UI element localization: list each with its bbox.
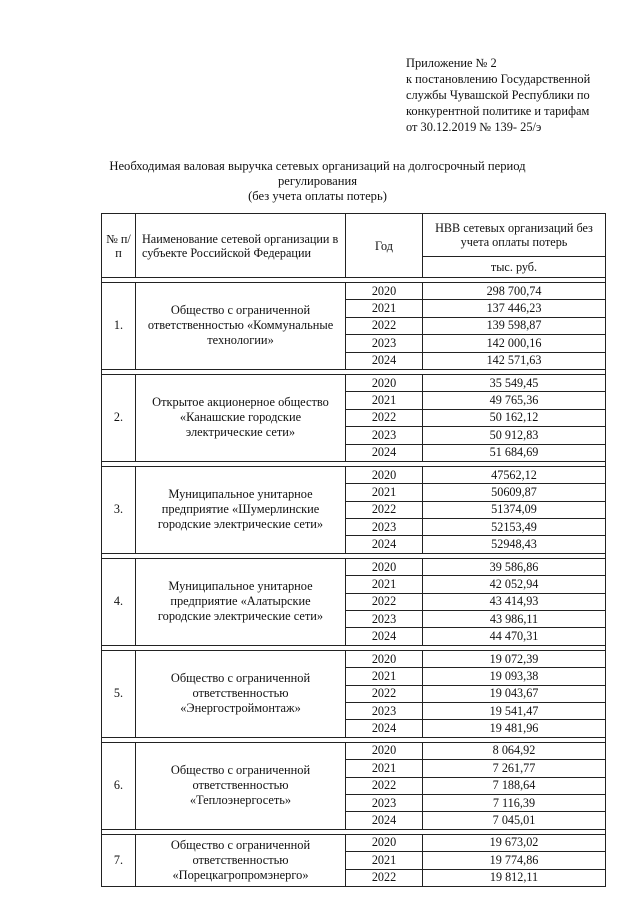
org-name-cell: Общество с ограниченной ответственностью «Порецкагропромэнерго» xyxy=(136,834,346,886)
nvv-value-cell: 52153,49 xyxy=(423,519,606,536)
year-cell: 2021 xyxy=(346,760,423,777)
header-year: Год xyxy=(346,214,423,278)
org-number-cell: 1. xyxy=(102,283,136,370)
year-cell: 2024 xyxy=(346,536,423,553)
org-name-cell: Муниципальное унитарное предприятие «Шумерлинские городские электрические сети» xyxy=(136,466,346,553)
nvv-value-cell: 39 586,86 xyxy=(423,558,606,575)
nvv-value-cell: 19 072,39 xyxy=(423,650,606,667)
nvv-value-cell: 19 774,86 xyxy=(423,852,606,869)
org-number-cell: 7. xyxy=(102,834,136,886)
appendix-line: Приложение № 2 xyxy=(406,56,497,70)
year-cell: 2023 xyxy=(346,702,423,719)
year-cell: 2022 xyxy=(346,593,423,610)
year-cell: 2022 xyxy=(346,409,423,426)
nvv-value-cell: 42 052,94 xyxy=(423,576,606,593)
nvv-value-cell: 7 188,64 xyxy=(423,777,606,794)
nvv-value-cell: 139 598,87 xyxy=(423,317,606,334)
year-cell: 2022 xyxy=(346,777,423,794)
year-cell: 2020 xyxy=(346,374,423,391)
year-cell: 2021 xyxy=(346,668,423,685)
year-cell: 2021 xyxy=(346,852,423,869)
year-cell: 2023 xyxy=(346,427,423,444)
org-number-cell: 2. xyxy=(102,374,136,461)
nvv-value-cell: 7 116,39 xyxy=(423,794,606,811)
nvv-value-cell: 142 571,63 xyxy=(423,352,606,369)
title-line: Необходимая валовая выручка сетевых организаций на долгосрочный период xyxy=(109,159,526,173)
appendix-line: к постановлению Государственной xyxy=(406,72,591,86)
org-name-cell: Муниципальное унитарное предприятие «Алатырские городские электрические сети» xyxy=(136,558,346,645)
year-cell: 2021 xyxy=(346,576,423,593)
nvv-table xyxy=(101,213,606,887)
year-cell: 2022 xyxy=(346,685,423,702)
table-row xyxy=(102,466,606,483)
year-cell: 2023 xyxy=(346,335,423,352)
year-cell: 2023 xyxy=(346,519,423,536)
table-row xyxy=(102,742,606,759)
nvv-value-cell: 19 673,02 xyxy=(423,834,606,851)
year-cell: 2022 xyxy=(346,317,423,334)
org-number-cell: 4. xyxy=(102,558,136,645)
nvv-value-cell: 43 986,11 xyxy=(423,611,606,628)
appendix-line: службы Чувашской Республики по xyxy=(406,88,590,102)
year-cell: 2020 xyxy=(346,283,423,300)
org-name-cell: Открытое акционерное общество «Канашские городские электрические сети» xyxy=(136,374,346,461)
year-cell: 2020 xyxy=(346,650,423,667)
org-name-cell: Общество с ограниченной ответственностью «Энергостроймонтаж» xyxy=(136,650,346,737)
nvv-value-cell: 44 470,31 xyxy=(423,628,606,645)
nvv-value-cell: 8 064,92 xyxy=(423,742,606,759)
nvv-value-cell: 51 684,69 xyxy=(423,444,606,461)
nvv-value-cell: 19 481,96 xyxy=(423,720,606,737)
header-org-name: Наименование сетевой организации в субъекте Российской Федерации xyxy=(136,214,346,278)
nvv-value-cell: 50 912,83 xyxy=(423,427,606,444)
table-row xyxy=(102,834,606,851)
year-cell: 2024 xyxy=(346,352,423,369)
nvv-value-cell: 50609,87 xyxy=(423,484,606,501)
nvv-value-cell: 142 000,16 xyxy=(423,335,606,352)
year-cell: 2020 xyxy=(346,466,423,483)
table-row xyxy=(102,283,606,300)
header-unit: тыс. руб. xyxy=(423,257,606,278)
nvv-value-cell: 137 446,23 xyxy=(423,300,606,317)
nvv-value-cell: 19 093,38 xyxy=(423,668,606,685)
org-number-cell: 6. xyxy=(102,742,136,829)
year-cell: 2021 xyxy=(346,392,423,409)
title-line: регулирования xyxy=(277,174,358,188)
appendix-line: от 30.12.2019 № 139- 25/э xyxy=(406,120,542,134)
year-cell: 2024 xyxy=(346,628,423,645)
table-header-row xyxy=(102,214,606,257)
nvv-value-cell: 35 549,45 xyxy=(423,374,606,391)
appendix-line: конкурентной политике и тарифам xyxy=(406,104,590,118)
table-row xyxy=(102,374,606,391)
nvv-value-cell: 19 812,11 xyxy=(423,869,606,886)
year-cell: 2024 xyxy=(346,444,423,461)
year-cell: 2021 xyxy=(346,300,423,317)
nvv-value-cell: 50 162,12 xyxy=(423,409,606,426)
nvv-value-cell: 19 043,67 xyxy=(423,685,606,702)
year-cell: 2024 xyxy=(346,720,423,737)
org-name-cell: Общество с ограниченной ответственностью «Коммунальные технологии» xyxy=(136,283,346,370)
nvv-value-cell: 49 765,36 xyxy=(423,392,606,409)
header-nvv: НВВ сетевых организаций без учета оплаты потерь xyxy=(423,214,606,257)
year-cell: 2021 xyxy=(346,484,423,501)
year-cell: 2022 xyxy=(346,869,423,886)
header-num: № п/п xyxy=(102,214,136,278)
year-cell: 2020 xyxy=(346,834,423,851)
org-number-cell: 3. xyxy=(102,466,136,553)
nvv-value-cell: 7 045,01 xyxy=(423,812,606,829)
appendix-block xyxy=(406,55,631,135)
nvv-value-cell: 52948,43 xyxy=(423,536,606,553)
table-row xyxy=(102,558,606,575)
document-title xyxy=(100,159,535,204)
year-cell: 2022 xyxy=(346,501,423,518)
nvv-value-cell: 47562,12 xyxy=(423,466,606,483)
nvv-value-cell: 51374,09 xyxy=(423,501,606,518)
nvv-value-cell: 19 541,47 xyxy=(423,702,606,719)
year-cell: 2020 xyxy=(346,558,423,575)
nvv-value-cell: 298 700,74 xyxy=(423,283,606,300)
nvv-value-cell: 43 414,93 xyxy=(423,593,606,610)
org-name-cell: Общество с ограниченной ответственностью «Теплоэнергосеть» xyxy=(136,742,346,829)
table-row xyxy=(102,650,606,667)
nvv-value-cell: 7 261,77 xyxy=(423,760,606,777)
org-number-cell: 5. xyxy=(102,650,136,737)
year-cell: 2023 xyxy=(346,611,423,628)
year-cell: 2023 xyxy=(346,794,423,811)
year-cell: 2020 xyxy=(346,742,423,759)
title-line: (без учета оплаты потерь) xyxy=(248,189,387,203)
year-cell: 2024 xyxy=(346,812,423,829)
